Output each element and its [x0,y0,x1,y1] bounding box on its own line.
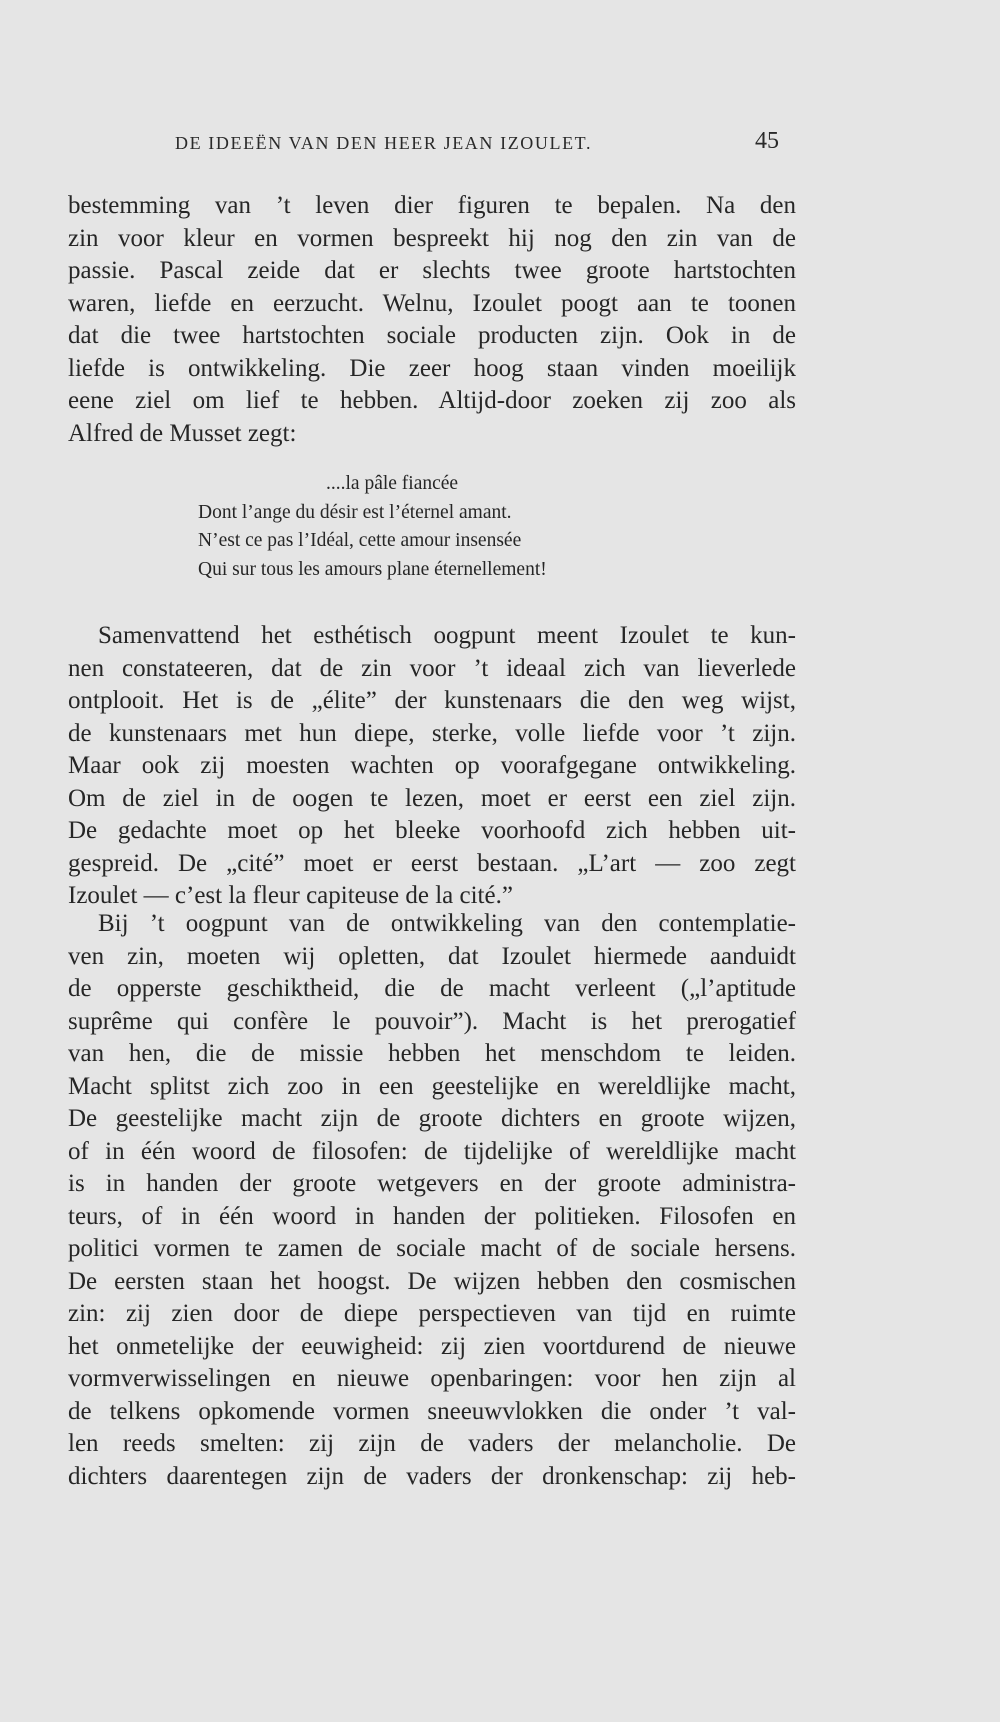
text-line: eene ziel om lief te hebben. Altijd-door zoeken zij zoo als [68,387,796,414]
poem-quotation [198,470,547,584]
text-line: Izoulet — c’est la fleur capiteuse de la cité.” [68,882,513,909]
text-line: is in handen der groote wetgevers en der groote administra- [68,1170,796,1197]
text-line: het onmetelijke der eeuwigheid: zij zien voortdurend de nieuwe [68,1332,796,1360]
text-line: politici vormen te zamen de sociale macht of de sociale hersens. [68,1235,796,1262]
paragraph-2 [68,620,796,913]
paragraph-3 [68,908,796,1493]
text-line: de opperste geschiktheid, die de macht verleent („l’aptitude [68,975,796,1002]
text-line: nen constateeren, dat de zin voor ’t ideaal zich van lieverlede [68,654,796,682]
text-line: de kunstenaars met hun diepe, sterke, volle liefde voor ’t zijn. [68,719,796,747]
text-line: waren, liefde en eerzucht. Welnu, Izoulet poogt aan te toonen [68,289,796,317]
text-line: De geestelijke macht zijn de groote dichters en groote wijzen, [68,1105,796,1132]
text-line: ontplooit. Het is de „élite” der kunstenaars die den weg wijst, [68,687,796,714]
poem-line: Qui sur tous les amours plane éternellement! [198,558,547,580]
poem-line: N’est ce pas l’Idéal, cette amour insensée [198,530,522,551]
text-line: Alfred de Musset zegt: [68,419,297,447]
text-line: passie. Pascal zeide dat er slechts twee groote hartstochten [68,257,796,284]
poem-line: Dont l’ange du désir est l’éternel amant. [198,501,512,523]
text-line: Samenvattend het esthétisch oogpunt meent Izoulet te kun- [98,622,796,649]
paragraph-1 [68,190,796,450]
poem-line: ....la pâle fiancée [326,473,459,494]
text-line: liefde is ontwikkeling. Die zeer hoog staan vinden moeilijk [68,354,796,382]
text-line: zin: zij zien door de diepe perspectieven van tijd en ruimte [68,1300,796,1327]
text-line: of in één woord de filosofen: de tijdelijke of wereldlijke macht [68,1137,796,1165]
text-line: Om de ziel in de oogen te lezen, moet er eerst een ziel zijn. [68,784,796,812]
text-line: bestemming van ’t leven dier figuren te bepalen. Na den [68,192,796,219]
text-line: ven zin, moeten wij opletten, dat Izoulet hiermede aanduidt [68,942,796,970]
text-line: Macht splitst zich zoo in een geestelijke en wereldlijke macht, [68,1072,796,1100]
running-head: DE IDEEËN VAN DEN HEER JEAN IZOULET. [175,133,593,153]
text-line: De gedachte moet op het bleeke voorhoofd zich hebben uit- [68,817,796,844]
text-line: Bij ’t oogpunt van de ontwikkeling van den contemplatie- [98,910,796,937]
text-line: suprême qui confère le pouvoir”). Macht is het prerogatief [68,1007,796,1035]
text-line: de telkens opkomende vormen sneeuwvlokken die onder ’t val- [68,1397,796,1425]
text-line: Maar ook zij moesten wachten op voorafgegane ontwikkeling. [68,752,796,779]
page-number: 45 [755,128,779,154]
text-line: len reeds smelten: zij zijn de vaders der melancholie. De [68,1430,796,1457]
text-line: dat die twee hartstochten sociale producten zijn. Ook in de [68,322,796,349]
text-line: van hen, die de missie hebben het menschdom te leiden. [68,1040,796,1067]
text-line: vormverwisselingen en nieuwe openbaringen: voor hen zijn al [68,1365,796,1392]
text-line: dichters daarentegen zijn de vaders der dronkenschap: zij heb- [68,1462,796,1490]
text-line: gespreid. De „cité” moet er eerst bestaan. „L’art — zoo zegt [68,849,796,877]
text-line: De eersten staan het hoogst. De wijzen hebben den cosmischen [68,1267,796,1295]
text-line: zin voor kleur en vormen bespreekt hij nog den zin van de [68,224,796,252]
text-line: teurs, of in één woord in handen der politieken. Filosofen en [68,1202,796,1230]
